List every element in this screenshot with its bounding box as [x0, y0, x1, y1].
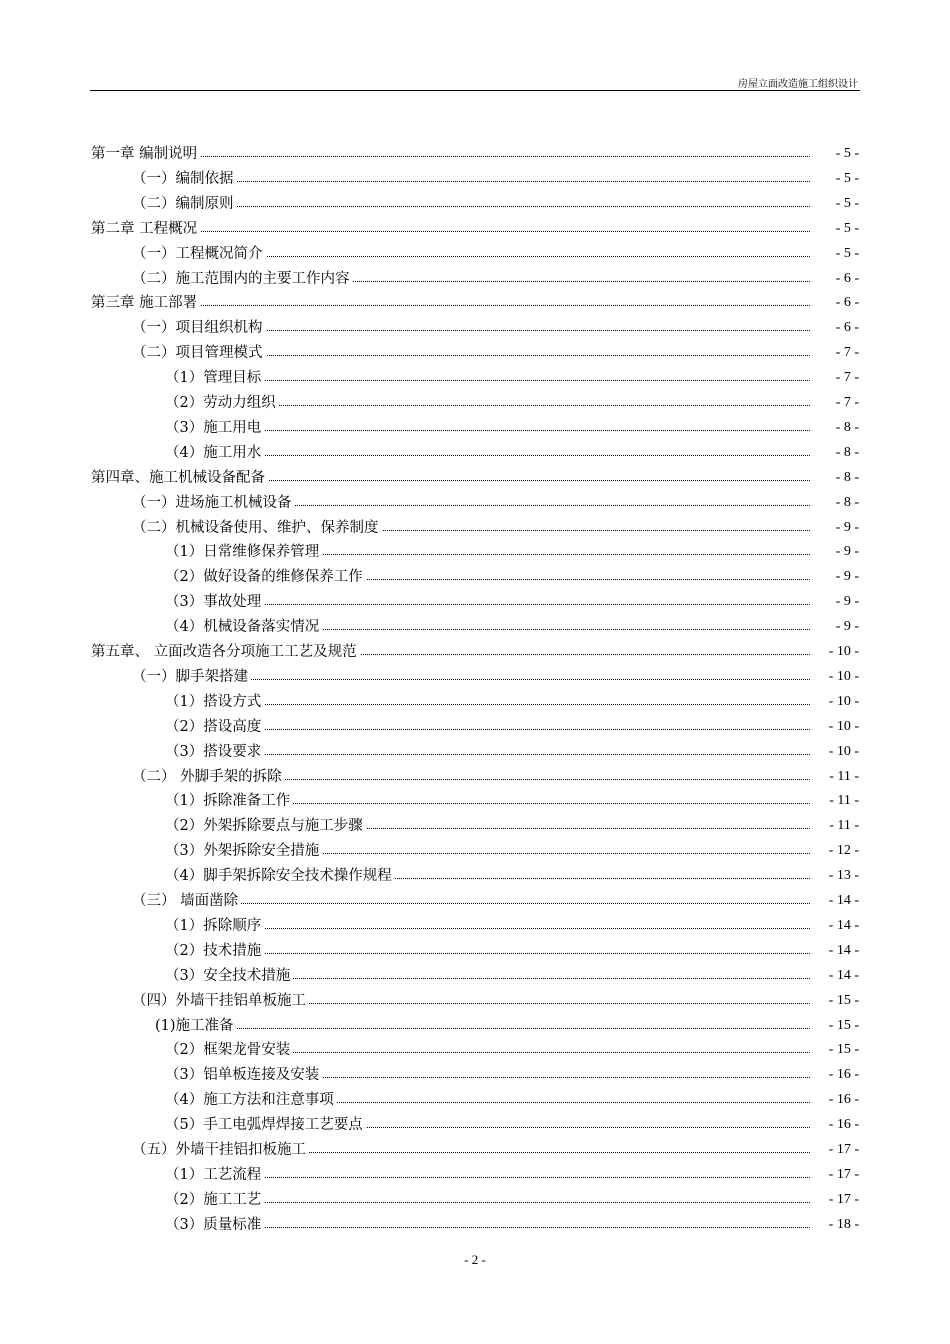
- toc-entry-page: - 10 -: [828, 693, 859, 709]
- toc-entry[interactable]: [0, 291, 950, 316]
- toc-entry-label: （五）外墙干挂铝扣板施工: [132, 1141, 309, 1159]
- toc-entry[interactable]: [0, 416, 950, 441]
- toc-entry[interactable]: [0, 167, 950, 192]
- toc-entry-label: （3）施工用电: [165, 419, 264, 437]
- toc-entry[interactable]: [0, 939, 950, 964]
- toc-entry[interactable]: [0, 466, 950, 491]
- toc-entry-page: - 9 -: [835, 569, 859, 585]
- toc-entry-label: （一）工程概况简介: [132, 245, 266, 263]
- toc-entry-label: （2）劳动力组织: [165, 394, 279, 412]
- toc-entry-label: （四）外墙干挂铝单板施工: [132, 992, 309, 1010]
- toc-entry-label: （一）项目组织机构: [132, 319, 266, 337]
- toc-entry-page: - 15 -: [828, 1042, 859, 1058]
- toc-entry-label: (1)施工准备: [155, 1017, 237, 1035]
- toc-entry-label: （4）施工用水: [165, 444, 264, 462]
- toc-entry[interactable]: [0, 715, 950, 740]
- toc-entry-label: （3）质量标准: [165, 1216, 264, 1234]
- toc-entry[interactable]: [0, 1063, 950, 1088]
- toc-entry-page: - 12 -: [828, 843, 859, 859]
- toc-entry-page: - 6 -: [835, 320, 859, 336]
- toc-entry-page: - 7 -: [835, 345, 859, 361]
- toc-entry-page: - 17 -: [828, 1166, 859, 1182]
- toc-entry-label: （2）做好设备的维修保养工作: [165, 568, 366, 586]
- toc-entry[interactable]: [0, 740, 950, 765]
- toc-entry[interactable]: [0, 540, 950, 565]
- toc-entry-page: - 9 -: [835, 594, 859, 610]
- toc-entry-label: （3）事故处理: [165, 593, 264, 611]
- toc-entry-label: （2）外架拆除要点与施工步骤: [165, 817, 366, 835]
- toc-entry-label: 第二章 工程概况: [91, 220, 200, 238]
- toc-entry[interactable]: [0, 1113, 950, 1138]
- toc-entry-page: - 9 -: [835, 544, 859, 560]
- toc-entry-page: - 16 -: [828, 1117, 859, 1133]
- toc-entry-label: （1）日常维修保养管理: [165, 543, 322, 561]
- toc-entry-label: （二） 外脚手架的拆除: [132, 768, 285, 786]
- toc-entry-label: （4）脚手架拆除安全技术操作规程: [165, 867, 395, 885]
- toc-entry-label: （三） 墙面凿除: [132, 892, 241, 910]
- toc-entry[interactable]: [0, 765, 950, 790]
- toc-entry-page: - 5 -: [835, 195, 859, 211]
- toc-entry[interactable]: [0, 1213, 950, 1238]
- toc-entry-page: - 16 -: [828, 1092, 859, 1108]
- toc-entry[interactable]: [0, 242, 950, 267]
- header-title: 房屋立面改造施工组织设计: [738, 79, 858, 90]
- toc-entry-page: - 14 -: [828, 942, 859, 958]
- toc-entry-page: - 10 -: [828, 644, 859, 659]
- toc-entry[interactable]: [0, 441, 950, 466]
- toc-entry-label: （4）施工方法和注意事项: [165, 1091, 337, 1109]
- toc-entry-page: - 8 -: [835, 444, 859, 460]
- toc-entry[interactable]: [0, 964, 950, 989]
- toc-entry[interactable]: [0, 1088, 950, 1113]
- toc-entry-label: （1）搭设方式: [165, 693, 264, 711]
- toc-entry-page: - 5 -: [835, 245, 859, 261]
- toc-entry[interactable]: [0, 814, 950, 839]
- toc-entry-page: - 6 -: [835, 270, 859, 286]
- toc-leader-dots: [155, 1028, 810, 1029]
- toc-entry-label: （2）框架龙骨安装: [165, 1041, 293, 1059]
- toc-entry-page: - 14 -: [828, 967, 859, 983]
- toc-entry-page: - 14 -: [828, 917, 859, 933]
- toc-entry-page: - 5 -: [835, 220, 859, 236]
- toc-entry[interactable]: [0, 839, 950, 864]
- toc-entry-page: - 11 -: [829, 818, 859, 834]
- toc-entry-label: （1）管理目标: [165, 369, 264, 387]
- toc-entry-page: - 10 -: [828, 718, 859, 734]
- toc-entry-page: - 17 -: [828, 1191, 859, 1207]
- toc-entry-page: - 9 -: [835, 519, 859, 535]
- toc-entry-page: - 10 -: [828, 668, 859, 684]
- toc-entry-label: 第三章 施工部署: [91, 294, 200, 312]
- toc-entry-label: （一）脚手架搭建: [132, 668, 251, 686]
- toc-entry[interactable]: [0, 590, 950, 615]
- toc-entry-page: - 9 -: [835, 619, 859, 635]
- toc-entry-label: （1）工艺流程: [165, 1166, 264, 1184]
- header-rule: [90, 90, 860, 91]
- toc-entry-label: （一）进场施工机械设备: [132, 494, 295, 512]
- toc-entry[interactable]: [0, 491, 950, 516]
- toc-entry[interactable]: [0, 889, 950, 914]
- toc-entry[interactable]: [0, 1163, 950, 1188]
- toc-entry[interactable]: [0, 1014, 950, 1039]
- toc-entry-page: - 7 -: [835, 395, 859, 410]
- toc-entry[interactable]: [0, 192, 950, 217]
- toc-entry-page: - 11 -: [829, 793, 859, 809]
- toc-entry-label: （二）编制原则: [132, 195, 237, 213]
- toc-entry-label: 第一章 编制说明: [91, 145, 200, 163]
- toc-entry-page: - 13 -: [828, 868, 859, 884]
- toc-entry-page: - 5 -: [835, 170, 859, 186]
- toc-entry[interactable]: [0, 391, 950, 416]
- toc-entry[interactable]: [0, 267, 950, 292]
- toc-entry-page: - 14 -: [828, 893, 859, 908]
- toc-entry-label: （二）机械设备使用、维护、保养制度: [132, 519, 382, 537]
- toc-entry-label: （3）搭设要求: [165, 743, 264, 761]
- toc-entry-page: - 10 -: [828, 743, 859, 759]
- toc-entry[interactable]: [0, 690, 950, 715]
- toc-entry-label: （二）施工范围内的主要工作内容: [132, 270, 353, 288]
- toc-entry-label: 第四章、施工机械设备配备: [91, 469, 268, 487]
- toc-entry-label: （一）编制依据: [132, 170, 237, 188]
- toc-entry-page: - 8 -: [835, 419, 859, 435]
- toc-entry-page: - 16 -: [828, 1067, 859, 1083]
- toc-entry[interactable]: [0, 142, 950, 167]
- toc-entry[interactable]: [0, 864, 950, 889]
- toc-entry-label: 第五章、 立面改造各分项施工工艺及规范: [91, 643, 360, 661]
- toc-entry-page: - 8 -: [835, 469, 859, 485]
- toc-entry-label: （3）安全技术措施: [165, 967, 293, 985]
- toc-entry-label: （5）手工电弧焊焊接工艺要点: [165, 1116, 366, 1134]
- toc-entry-label: （2）技术措施: [165, 942, 264, 960]
- toc-entry-page: - 15 -: [828, 992, 859, 1008]
- toc-entry[interactable]: [0, 366, 950, 391]
- toc-entry[interactable]: [0, 565, 950, 590]
- toc-entry[interactable]: [0, 1188, 950, 1213]
- toc-entry-page: - 15 -: [828, 1017, 859, 1033]
- toc-entry-label: （1）拆除准备工作: [165, 792, 293, 810]
- toc-entry[interactable]: [0, 989, 950, 1014]
- footer-page-number: - 2 -: [464, 1252, 486, 1267]
- toc-entry[interactable]: [0, 516, 950, 541]
- toc-entry-label: （3）外架拆除安全措施: [165, 842, 322, 860]
- toc-entry-page: - 7 -: [835, 370, 859, 386]
- toc-entry-page: - 6 -: [835, 295, 859, 311]
- toc-entry-label: （3）铝单板连接及安装: [165, 1066, 322, 1084]
- toc-entry-page: - 17 -: [828, 1142, 859, 1157]
- toc-entry-page: - 5 -: [835, 146, 859, 161]
- toc-entry[interactable]: [0, 615, 950, 640]
- toc-entry[interactable]: [0, 789, 950, 814]
- toc-entry[interactable]: [0, 665, 950, 690]
- toc-entry-label: （2）施工工艺: [165, 1191, 264, 1209]
- toc-entry-page: - 11 -: [829, 768, 859, 784]
- toc-entry[interactable]: [0, 1038, 950, 1063]
- toc-entry[interactable]: [0, 316, 950, 341]
- toc-entry[interactable]: [0, 341, 950, 366]
- toc-entry[interactable]: [0, 640, 950, 665]
- toc-entry-label: （1）拆除顺序: [165, 917, 264, 935]
- toc-entry-page: - 18 -: [828, 1216, 859, 1232]
- toc-entry[interactable]: [0, 217, 950, 242]
- toc-entry-label: （二）项目管理模式: [132, 344, 266, 362]
- toc-entry-label: （2）搭设高度: [165, 718, 264, 736]
- toc-entry[interactable]: [0, 914, 950, 939]
- toc-entry-page: - 8 -: [835, 494, 859, 510]
- toc-entry-label: （4）机械设备落实情况: [165, 618, 322, 636]
- toc-entry[interactable]: [0, 1138, 950, 1163]
